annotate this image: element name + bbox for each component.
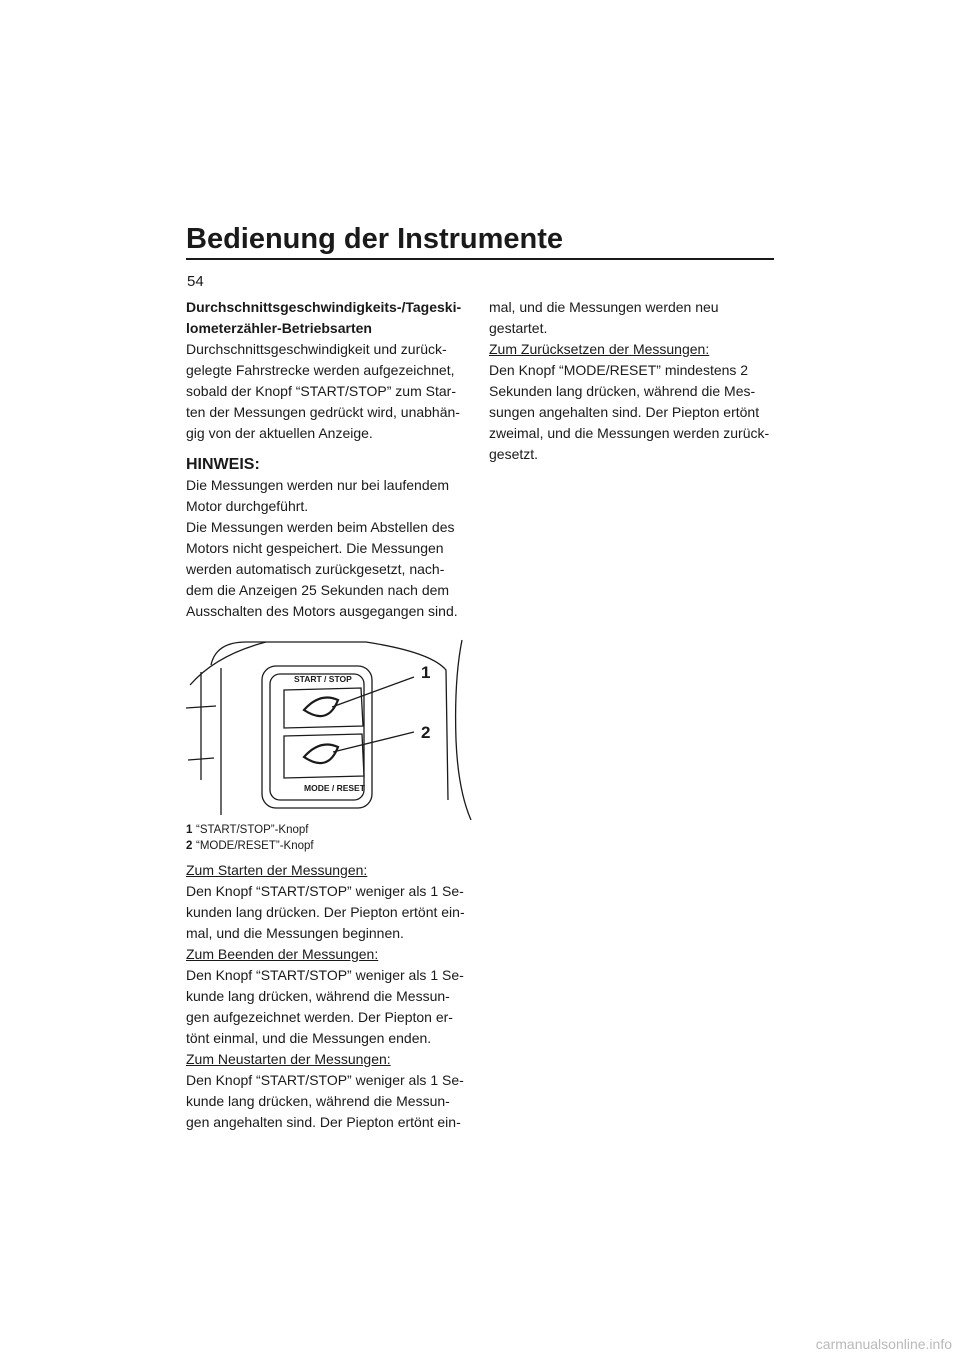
start-line: Den Knopf “START/STOP” weniger als 1 Se- (186, 883, 464, 899)
start-heading: Zum Starten der Messungen: (186, 862, 368, 878)
intro-line: sobald der Knopf “START/STOP” zum Star- (186, 383, 456, 399)
continuation-line: mal, und die Messungen werden neu (489, 299, 719, 315)
mode-reset-button-icon (304, 745, 338, 764)
hull-side (456, 640, 471, 820)
caption-number: 2 (186, 840, 193, 852)
button-panel-drawing (186, 630, 478, 820)
hinweis-line: werden automatisch zurückgesetzt, nach- (186, 561, 445, 577)
stop-line: kunde lang drücken, während die Messun- (186, 988, 450, 1004)
stop-line: tönt einmal, und die Messungen enden. (186, 1030, 432, 1046)
header-rule (186, 258, 774, 260)
continuation-line: gestartet. (489, 320, 548, 336)
section-heading-line-1: Durchschnittsgeschwindigkeits-/Tageski- (186, 299, 462, 315)
hinweis-line: Die Messungen werden nur bei laufendem (186, 477, 450, 493)
stop-heading: Zum Beenden der Messungen: (186, 946, 379, 962)
left-column (186, 297, 478, 1133)
reset-heading: Zum Zurücksetzen der Messungen: (489, 341, 710, 357)
start-line: kunden lang drücken. Der Piepton ertönt ein- (186, 904, 465, 920)
hinweis-line: Motor durchgeführt. (186, 498, 309, 514)
hinweis-heading: HINWEIS: (186, 456, 260, 473)
reset-line: zweimal, und die Messungen werden zurück- (489, 425, 770, 441)
figure-captions (186, 822, 478, 854)
page-number: 54 (187, 273, 204, 290)
stop-line: gen aufgezeichnet werden. Der Piepton er- (186, 1009, 453, 1025)
button-panel-illustration (186, 630, 478, 820)
reset-line: sungen angehalten sind. Der Piepton ertönt (489, 404, 760, 420)
reset-line: Sekunden lang drücken, während die Mes- (489, 383, 756, 399)
mode-reset-recess (284, 734, 364, 778)
caption-text: “START/STOP”-Knopf (196, 824, 309, 836)
page-header (186, 222, 774, 260)
callout-number-2: 2 (421, 723, 431, 742)
intro-line: gig von der aktuellen Anzeige. (186, 425, 373, 441)
start-line: mal, und die Messungen beginnen. (186, 925, 404, 941)
hinweis-line: dem die Anzeigen 25 Sekunden nach dem (186, 582, 450, 598)
stop-line: Den Knopf “START/STOP” weniger als 1 Se- (186, 967, 464, 983)
page-title: Bedienung der Instrumente (186, 223, 564, 255)
start-stop-recess (284, 688, 363, 728)
callout-number-1: 1 (421, 663, 431, 682)
caption-text: “MODE/RESET”-Knopf (196, 840, 314, 852)
watermark: carmanualsonline.info (815, 1336, 952, 1352)
mode-reset-panel-label: MODE / RESET (304, 783, 365, 793)
caption-item (186, 838, 478, 854)
restart-line: Den Knopf “START/STOP” weniger als 1 Se- (186, 1072, 464, 1088)
hinweis-line: Ausschalten des Motors ausgegangen sind. (186, 603, 458, 619)
caption-item (186, 822, 478, 838)
restart-line: kunde lang drücken, während die Messun- (186, 1093, 450, 1109)
right-column (489, 297, 781, 465)
intro-line: ten der Messungen gedrückt wird, unabhän- (186, 404, 460, 420)
reset-line: gesetzt. (489, 446, 539, 462)
restart-heading: Zum Neustarten der Messungen: (186, 1051, 391, 1067)
start-stop-panel-label: START / STOP (294, 674, 352, 684)
hinweis-line: Motors nicht gespeichert. Die Messungen (186, 540, 444, 556)
caption-number: 1 (186, 824, 193, 836)
section-heading-line-2: lometerzähler-Betriebsarten (186, 320, 372, 336)
reset-line: Den Knopf “MODE/RESET” mindestens 2 (489, 362, 749, 378)
hinweis-line: Die Messungen werden beim Abstellen des (186, 519, 455, 535)
restart-line: gen angehalten sind. Der Piepton ertönt ein- (186, 1114, 461, 1130)
intro-line: Durchschnittsgeschwindigkeit und zurück- (186, 341, 447, 357)
intro-line: gelegte Fahrstrecke werden aufgezeichnet, (186, 362, 455, 378)
